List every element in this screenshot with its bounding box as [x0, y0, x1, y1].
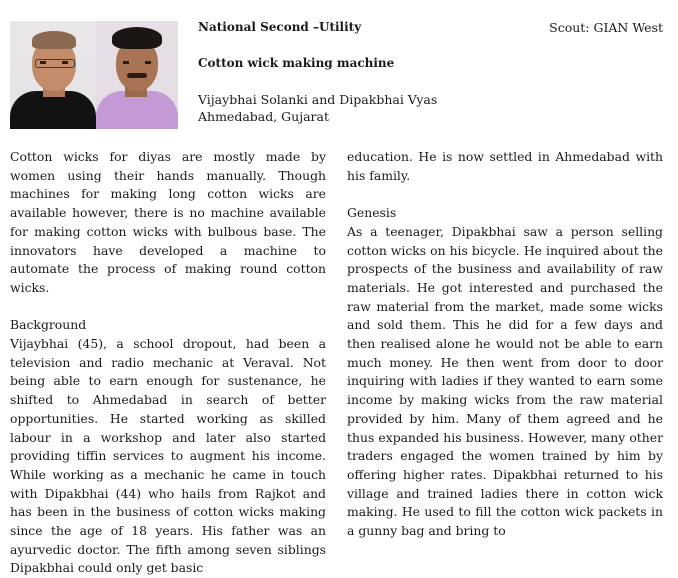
innovator-names: Vijaybhai Solanki and Dipakbhai Vyas: [198, 92, 438, 107]
background-paragraph: Vijaybhai (45), a school dropout, had been a television and radio mechanic at Veraval. Not being able to earn enough for sustenance, he shifted to Ahmedabad in search of better opportunities. He started working as skilled labour in a workshop and later also started providing tiffin services to augment his income. While working as a mechanic he came in touch with Dipakbhai (44) who hails from Rajkot and has been in the business of cotton wicks making since the age of 18 years. His father was an ayurvedic doctor. The fifth among seven siblings Dipakbhai could only get basic: [10, 336, 326, 576]
genesis-heading: Genesis: [347, 205, 397, 221]
innovator-photos: [10, 21, 178, 129]
left-column: [10, 148, 326, 578]
intro-paragraph: Cotton wicks for diyas are mostly made by women using their hands manually. Though machines for making long cotton wicks are available however, there is no machine available for making cotton wicks with bulbous base. The innovators have developed a machine to automate the process of making round cotton wicks.: [10, 149, 326, 295]
innovator-location: Ahmedabad, Gujarat: [198, 109, 329, 124]
hair-shape: [32, 31, 76, 49]
right-column: [347, 148, 663, 541]
eyes-shape: [123, 61, 151, 64]
glasses-shape: [35, 59, 75, 68]
photo-dipakbhai-vyas: [96, 21, 178, 129]
background-paragraph-continued: education. He is now settled in Ahmedabad with his family.: [347, 149, 663, 183]
paragraph-gap: [10, 298, 326, 317]
background-heading: Background: [10, 317, 87, 333]
scout-label: Scout: GIAN West: [549, 20, 663, 35]
hair-shape: [112, 27, 162, 49]
innovator-block: [198, 91, 437, 125]
mustache-shape: [127, 73, 147, 78]
innovation-title: Cotton wick making machine: [198, 56, 395, 70]
photo-vijaybhai-solanki: [10, 21, 96, 129]
award-category: National Second –Utility: [198, 20, 362, 34]
genesis-paragraph: As a teenager, Dipakbhai saw a person selling cotton wicks on his bicycle. He inquired about the prospects of the business and availability of raw materials. He got interested and purchased the raw material from the market, made some wicks and sold them. This he did for a few days and then realised alone he would not be able to earn much money. He then went from door to door inquiring with ladies if they wanted to earn some income by making wicks from the raw material provided by him. Many of them agreed and he thus expanded his business. However, many other traders engaged the women trained by him by offering higher rates. Dipakbhai returned to his village and trained ladies there in cotton wick making. He used to fill the cotton wick packets in a gunny bag and bring to: [347, 223, 663, 539]
paragraph-gap: [347, 185, 663, 204]
